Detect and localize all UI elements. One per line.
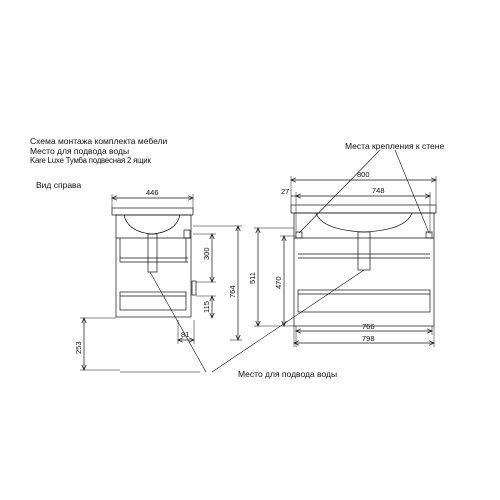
- dim-front-mount-height: 470: [274, 276, 283, 289]
- dim-side-small: 115: [202, 301, 211, 313]
- dim-side-drawer: 300: [202, 247, 211, 260]
- header-line-2: Место для подвода воды: [30, 146, 130, 156]
- dim-front-inner-width: 766: [362, 322, 375, 331]
- header-line-1: Схема монтажа комплекта мебели: [30, 136, 168, 146]
- dim-side-total-height: 764: [228, 285, 237, 298]
- dim-front-body-height: 511: [248, 272, 257, 284]
- header-line-3: Kare Luxe Тумба подвесная 2 ящик: [30, 156, 151, 165]
- dim-front-mount-span: 748: [372, 186, 385, 195]
- front-view-cabinet: [291, 205, 436, 326]
- side-view-title: Вид справа: [36, 180, 82, 190]
- side-view-cabinet: [112, 208, 196, 317]
- dim-front-side-offset: 27: [281, 187, 290, 196]
- dim-side-width: 446: [146, 188, 159, 197]
- dim-front-outer-width: 798: [362, 334, 375, 343]
- dim-side-floor-height: 253: [74, 341, 83, 354]
- dim-front-total-width: 800: [357, 170, 370, 179]
- dim-side-depth-offset: 81: [181, 330, 190, 339]
- water-supply-label: Место для подвода воды: [238, 369, 338, 379]
- wall-mount-label: Места крепления к стене: [345, 141, 445, 151]
